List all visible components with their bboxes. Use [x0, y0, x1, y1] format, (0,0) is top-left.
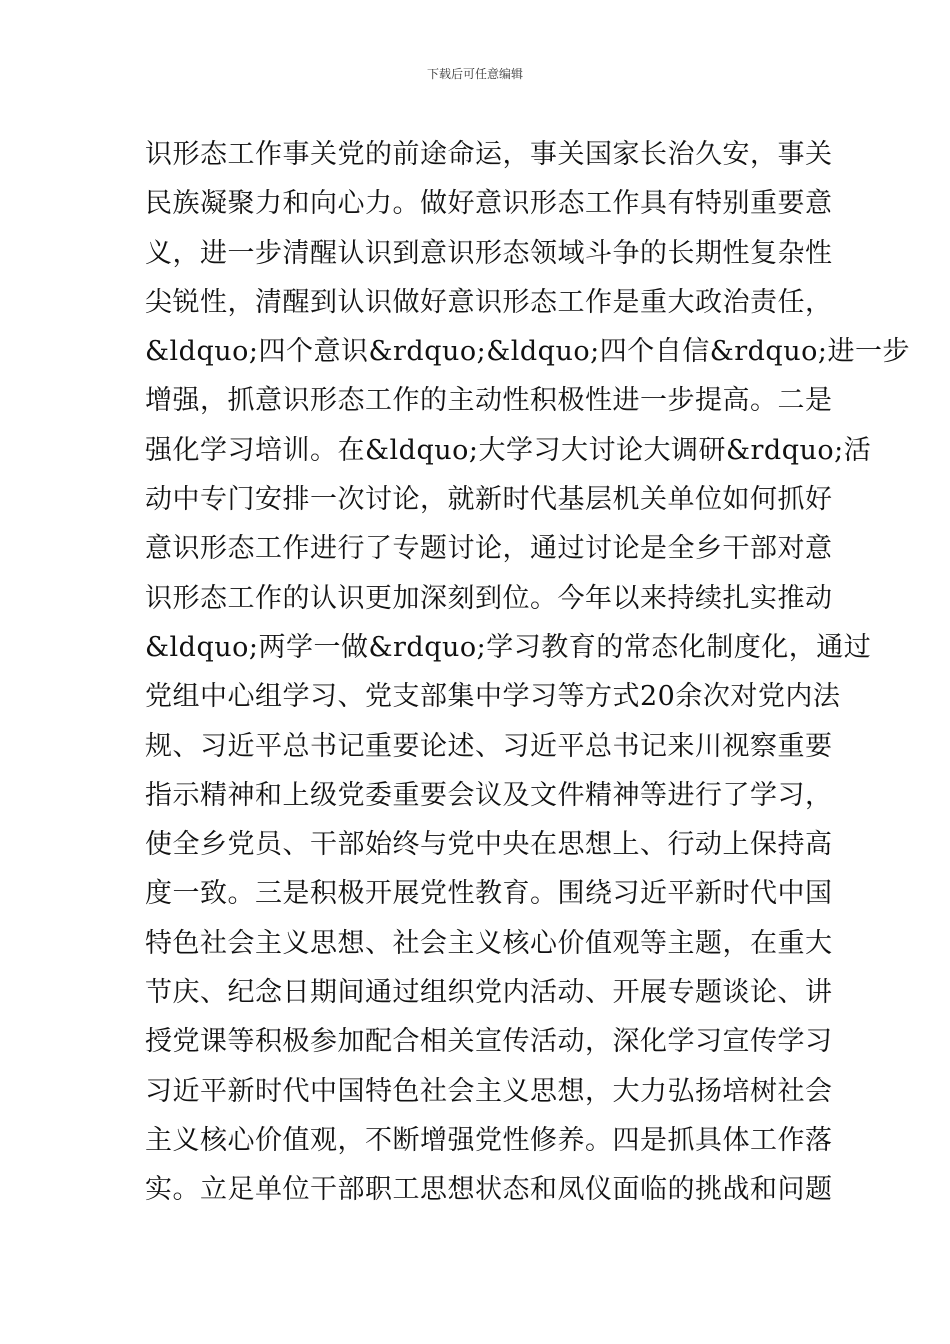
text-line: 义，进一步清醒认识到意识形态领域斗争的长期性复杂性: [145, 237, 833, 269]
text-line: 度一致。三是积极开展党性教育。围绕习近平新时代中国: [145, 878, 833, 910]
text-line: 识形态工作事关党的前途命运，事关国家长治久安，事关: [145, 139, 833, 170]
text-line: 增强，抓意识形态工作的主动性积极性进一步提高。二是: [145, 385, 833, 417]
text-line: 动中专门安排一次讨论，就新时代基层机关单位如何抓好: [145, 484, 833, 516]
text-line: 习近平新时代中国特色社会主义思想，大力弘扬培树社会: [145, 1075, 833, 1107]
text-line: 节庆、纪念日期间通过组织党内活动、开展专题谈论、讲: [145, 977, 833, 1009]
text-line: 特色社会主义思想、社会主义核心价值观等主题，在重大: [145, 927, 833, 959]
text-line: 意识形态工作进行了专题讨论，通过讨论是全乡干部对意: [145, 533, 833, 565]
text-line: &ldquo;四个意识&rdquo;&ldquo;四个自信&rdquo;进一步: [145, 336, 910, 368]
body-paragraph: [145, 130, 910, 1215]
text-line: 尖锐性，清醒到认识做好意识形态工作是重大政治责任，: [145, 286, 833, 318]
text-line: 规、习近平总书记重要论述、习近平总书记来川视察重要: [145, 730, 833, 762]
text-line: 使全乡党员、干部始终与党中央在思想上、行动上保持高: [145, 829, 833, 861]
text-line: 强化学习培训。在&ldquo;大学习大讨论大调研&rdquo;活: [145, 434, 872, 466]
text-line: &ldquo;两学一做&rdquo;学习教育的常态化制度化，通过: [145, 631, 872, 663]
text-line: 授党课等积极参加配合相关宣传活动，深化学习宣传学习: [145, 1026, 833, 1058]
page-header-note: 下载后可任意编辑: [426, 67, 523, 81]
text-line: 识形态工作的认识更加深刻到位。今年以来持续扎实推动: [145, 582, 833, 614]
text-line: 实。立足单位干部职工思想状态和凤仪面临的挑战和问题: [145, 1174, 833, 1206]
text-line: 党组中心组学习、党支部集中学习等方式20余次对党内法: [145, 681, 841, 713]
text-line: 民族凝聚力和向心力。做好意识形态工作具有特别重要意: [145, 188, 833, 220]
text-line: 主义核心价值观，不断增强党性修养。四是抓具体工作落: [145, 1124, 833, 1156]
text-line: 指示精神和上级党委重要会议及文件精神等进行了学习，: [145, 779, 833, 811]
